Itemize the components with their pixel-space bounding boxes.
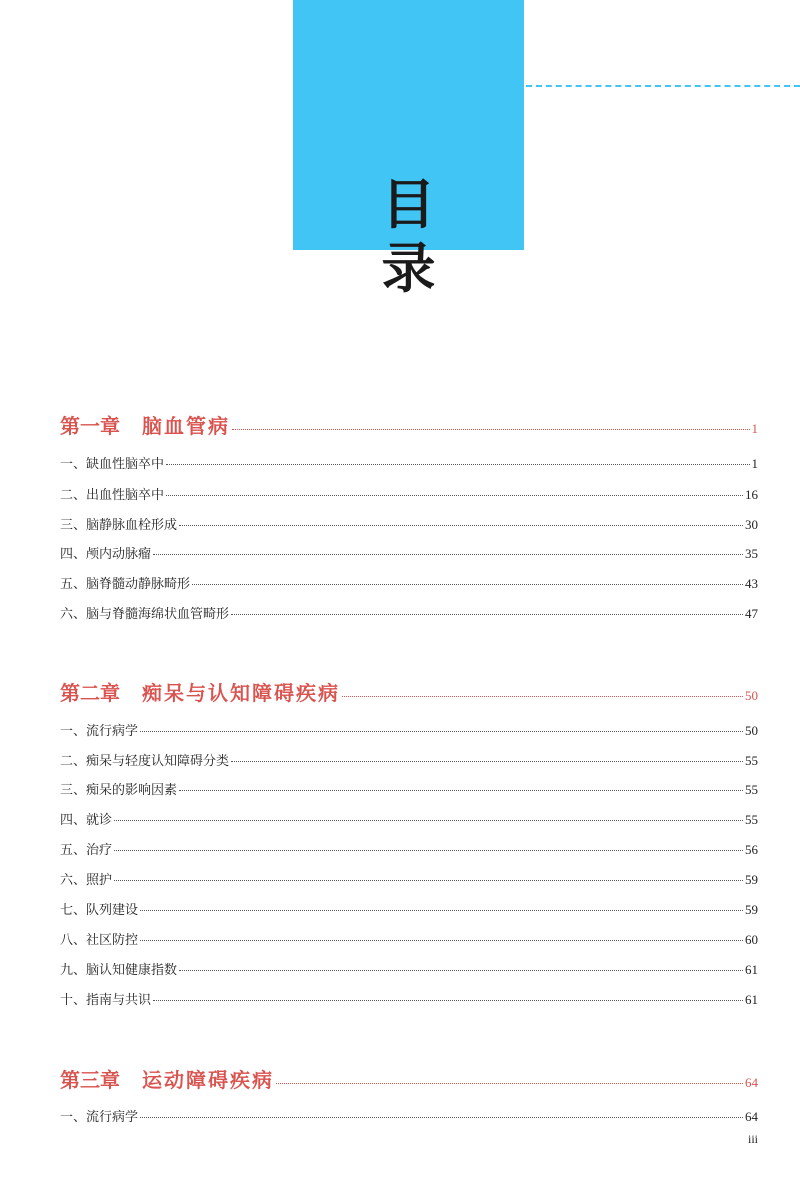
entry-title: 四、颅内动脉瘤 [60, 547, 152, 562]
entry-page: 61 [745, 992, 758, 1007]
toc-chapter-2[interactable] [60, 677, 758, 706]
toc-entry[interactable] [60, 1106, 758, 1125]
toc-entry[interactable] [60, 573, 758, 592]
entry-page: 55 [745, 753, 758, 768]
chapter-page: 50 [745, 688, 758, 703]
entry-title: 六、照护 [60, 873, 113, 888]
chapter-title: 痴呆与认知障碍疾病 [142, 681, 340, 705]
leader-dots [140, 731, 743, 732]
leader-dots [179, 790, 743, 791]
entry-page: 61 [745, 962, 758, 977]
entry-page: 64 [745, 1109, 758, 1124]
chapter-title: 运动障碍疾病 [142, 1068, 274, 1092]
entry-page: 55 [745, 812, 758, 827]
decorative-dashed-line [526, 85, 800, 87]
entry-title: 九、脑认知健康指数 [60, 963, 178, 978]
leader-dots [231, 614, 743, 615]
toc-entry[interactable] [60, 869, 758, 888]
toc-entry[interactable] [60, 720, 758, 739]
leader-dots [140, 910, 743, 911]
leader-dots [140, 940, 743, 941]
leader-dots [114, 850, 743, 851]
toc-chapter-1[interactable] [60, 410, 758, 439]
toc-entry[interactable] [60, 929, 758, 948]
toc-entry[interactable] [60, 453, 758, 472]
chapter-page: 64 [745, 1075, 758, 1090]
title-block [293, 0, 524, 300]
leader-dots [114, 820, 743, 821]
entry-title: 三、痴呆的影响因素 [60, 783, 178, 798]
entry-title: 六、脑与脊髓海绵状血管畸形 [60, 607, 230, 622]
leader-dots [179, 970, 743, 971]
entry-page: 59 [745, 872, 758, 887]
toc-entry[interactable] [60, 603, 758, 622]
entry-page: 56 [745, 842, 758, 857]
entry-title: 八、社区防控 [60, 933, 139, 948]
toc-entry[interactable] [60, 809, 758, 828]
leader-dots [153, 554, 743, 555]
leader-dots [232, 429, 750, 430]
chapter-title: 脑血管病 [142, 414, 230, 438]
toc-entry[interactable] [60, 543, 758, 562]
toc-entry[interactable] [60, 750, 758, 769]
leader-dots [140, 1117, 743, 1118]
leader-dots [231, 761, 743, 762]
entry-page: 35 [745, 546, 758, 561]
chapter-page: 1 [751, 421, 758, 436]
entry-page: 60 [745, 932, 758, 947]
entry-page: 55 [745, 782, 758, 797]
entry-page: 43 [745, 576, 758, 591]
toc-entry[interactable] [60, 959, 758, 978]
toc-entry[interactable] [60, 779, 758, 798]
leader-dots [153, 1000, 743, 1001]
entry-title: 二、痴呆与轻度认知障碍分类 [60, 754, 230, 769]
page-number: iii [747, 1132, 758, 1146]
entry-title: 十、指南与共识 [60, 993, 152, 1008]
toc-entry[interactable] [60, 839, 758, 858]
entry-title: 一、流行病学 [60, 724, 139, 739]
entry-title: 四、就诊 [60, 813, 113, 828]
leader-dots [192, 584, 743, 585]
entry-title: 二、出血性脑卒中 [60, 488, 165, 503]
leader-dots [342, 696, 743, 697]
toc-entry[interactable] [60, 989, 758, 1008]
entry-title: 五、脑脊髓动静脉畸形 [60, 577, 191, 592]
entry-title: 一、流行病学 [60, 1110, 139, 1125]
toc-entry[interactable] [60, 484, 758, 503]
entry-title: 一、缺血性脑卒中 [60, 457, 165, 472]
entry-page: 59 [745, 902, 758, 917]
entry-title: 三、脑静脉血栓形成 [60, 518, 178, 533]
entry-title: 七、队列建设 [60, 903, 139, 918]
toc-chapter-3[interactable] [60, 1064, 758, 1093]
entry-page: 47 [745, 606, 758, 621]
entry-page: 1 [751, 456, 758, 471]
entry-page: 30 [745, 517, 758, 532]
toc-entry[interactable] [60, 514, 758, 533]
leader-dots [166, 495, 743, 496]
entry-title: 五、治疗 [60, 843, 113, 858]
chapter-label: 第一章 [60, 414, 120, 438]
leader-dots [276, 1083, 743, 1084]
leader-dots [114, 880, 743, 881]
chapter-label: 第三章 [60, 1068, 120, 1092]
toc-entry[interactable] [60, 899, 758, 918]
leader-dots [179, 525, 743, 526]
entry-page: 16 [745, 487, 758, 502]
chapter-label: 第二章 [60, 681, 120, 705]
page-title: 目录 [381, 172, 484, 300]
leader-dots [166, 464, 749, 465]
entry-page: 50 [745, 723, 758, 738]
